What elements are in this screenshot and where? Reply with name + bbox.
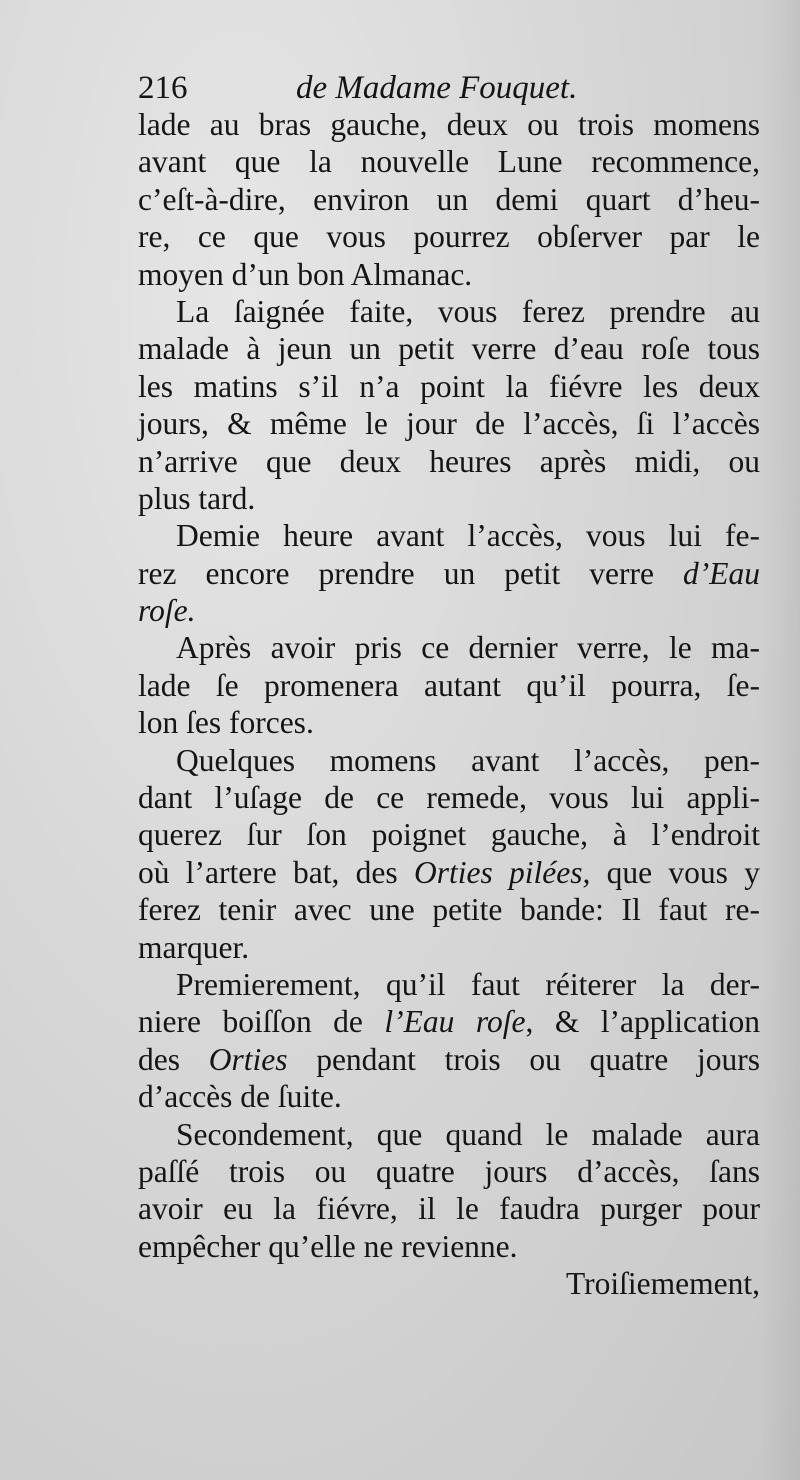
text-line: c’eſt-à-dire, environ un demi quart d’heu- xyxy=(138,181,760,217)
italic-text: Orties xyxy=(208,1041,288,1077)
italic-text: d’Eau xyxy=(683,555,760,591)
text-line xyxy=(138,592,760,629)
text-line: plus tard. xyxy=(138,480,256,516)
text-line: lade ſe promenera autant qu’il pourra, ſe- xyxy=(138,667,760,703)
text-line: dant l’uſage de ce remede, vous lui appli- xyxy=(138,780,760,816)
text-line xyxy=(138,854,760,891)
text-line: d’accès de ſuite. xyxy=(138,1079,342,1115)
text-run: rez encore prendre un petit verre xyxy=(138,555,684,591)
text-run: , & l’application xyxy=(525,1004,760,1040)
text-line: Demie heure avant l’accès, vous lui fe- xyxy=(176,518,760,554)
page-number: 216 xyxy=(138,70,188,106)
text-line: re, ce que vous pourrez obſerver par le xyxy=(138,219,760,255)
text-run: niere boiſſon de xyxy=(138,1004,385,1040)
text-line: lade au bras gauche, deux ou trois momens xyxy=(138,107,760,142)
text-line: malade à jeun un petit verre d’eau roſe tous xyxy=(138,331,760,367)
text-line xyxy=(138,1041,760,1078)
italic-text: roſe. xyxy=(138,593,196,629)
text-line xyxy=(138,555,760,592)
text-run: que vous y xyxy=(590,854,760,890)
page-header xyxy=(138,66,738,110)
text-line: avoir eu la fiévre, il le faudra purger pour xyxy=(138,1191,760,1227)
page-shadow xyxy=(760,0,800,1480)
text-line: La ſaignée faite, vous ferez prendre au xyxy=(176,293,760,329)
text-line: Après avoir pris ce dernier verre, le ma- xyxy=(176,630,760,666)
text-line: ferez tenir avec une petite bande: Il faut re- xyxy=(138,892,760,928)
text-line: empêcher qu’elle ne revienne. xyxy=(138,1228,518,1264)
catchword: Troiſiemement, xyxy=(566,1266,760,1302)
body-text xyxy=(138,106,760,1303)
text-line: querez ſur ſon poignet gauche, à l’endroit xyxy=(138,817,760,853)
text-line: les matins s’il n’a point la fiévre les deux xyxy=(138,368,760,404)
italic-text: Orties pilées, xyxy=(413,854,591,890)
italic-text: l’Eau roſe xyxy=(384,1004,526,1040)
text-line: Premierement, qu’il faut réiterer la der- xyxy=(176,966,760,1002)
running-title: de Madame Fouquet. xyxy=(296,70,578,106)
text-line: avant que la nouvelle Lune recommence, xyxy=(138,144,760,180)
text-line: moyen d’un bon Almanac. xyxy=(138,256,473,292)
text-line: paſſé trois ou quatre jours d’accès, ſans xyxy=(138,1153,760,1189)
text-run: où l’artere bat, des xyxy=(138,854,414,890)
text-line: marquer. xyxy=(138,929,250,965)
text-run: des xyxy=(138,1041,209,1077)
text-line: jours, & même le jour de l’accès, ſi l’accès xyxy=(138,406,760,442)
text-line: lon ſes forces. xyxy=(138,705,314,741)
text-run: pendant trois ou quatre jours xyxy=(287,1041,760,1077)
text-line: Secondement, que quand le malade aura xyxy=(176,1116,760,1152)
text-line xyxy=(138,1003,760,1040)
text-line: Quelques momens avant l’accès, pen- xyxy=(176,742,760,778)
text-line: n’arrive que deux heures après midi, ou xyxy=(138,443,760,479)
